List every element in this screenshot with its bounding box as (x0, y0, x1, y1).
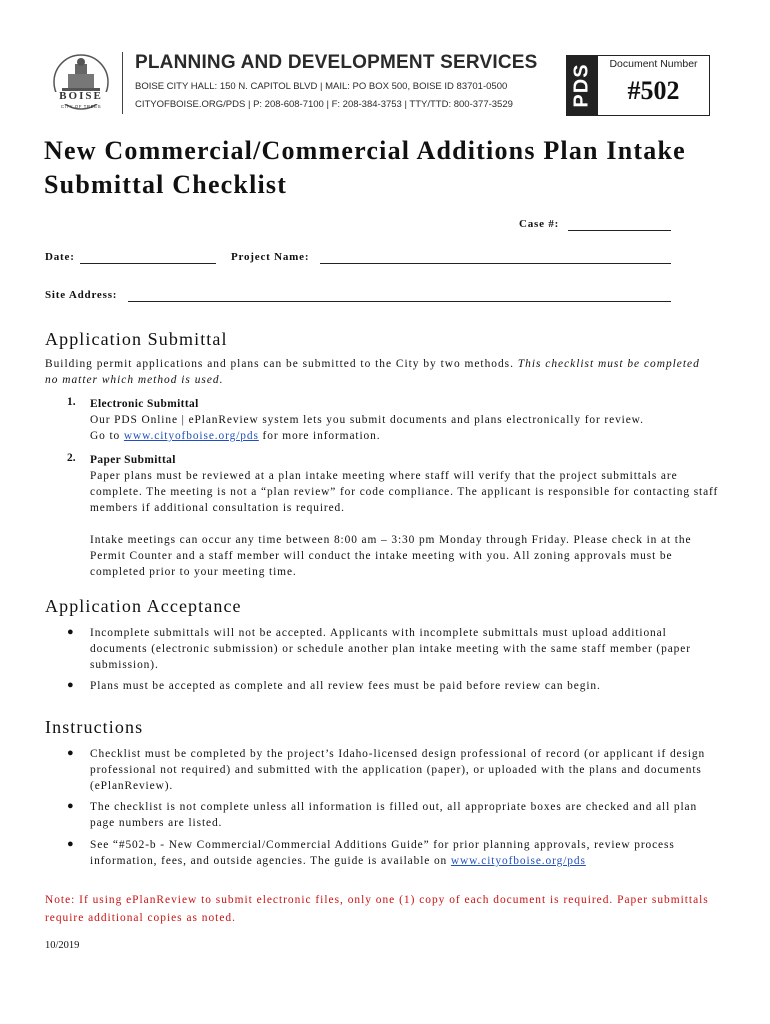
bullet-icon: ● (67, 747, 74, 759)
page-title: New Commercial/Commercial Additions Plan Intake Submittal Checklist (44, 136, 686, 199)
site-address-field[interactable] (128, 301, 671, 302)
document-number-box (598, 55, 710, 116)
case-number-label: Case #: (519, 218, 560, 230)
note-text: Note: If using ePlanReview to submit electronic files, only one (1) copy of each document is required. Paper submittals require additional copies as noted. (45, 894, 709, 924)
project-name-label: Project Name: (231, 251, 310, 263)
section-heading-application-acceptance: Application Acceptance (45, 596, 242, 616)
org-address: BOISE CITY HALL: 150 N. CAPITOL BLVD | MAIL: PO BOX 500, BOISE ID 83701-0500 (135, 81, 508, 92)
document-number-label: Document Number (609, 58, 698, 70)
logo-text-tagline: CITY OF TREES (60, 104, 102, 109)
bullet-icon: ● (67, 838, 74, 850)
guide-link[interactable]: www.cityofboise.org/pds (450, 855, 586, 867)
pds-link[interactable]: www.cityofboise.org/pds (123, 430, 259, 442)
bullet-icon: ● (67, 800, 74, 812)
section-heading-instructions: Instructions (45, 717, 144, 737)
site-address-label: Site Address: (45, 289, 118, 301)
instruction-bullet-2: The checklist is not complete unless all information is filled out, all appropriate boxes are checked and all plan page numbers are listed. (90, 801, 698, 829)
acceptance-bullet-1: Incomplete submittals will not be accepted. Applicants with incomplete submittals must upload additional documents (electronic submission) or schedule another plan intake meeting with the same staff member (paper submission). (90, 627, 691, 671)
case-number-field[interactable] (568, 230, 671, 231)
pds-tab: PDS (566, 55, 598, 116)
logo-text-boise: BOISE (59, 90, 103, 102)
instruction-bullet-3: See “#502-b - New Commercial/Commercial Additions Guide” for prior planning approvals, review process information, fees, and outside agencies. The guide is available on www.cityofboise.org/pds (90, 839, 675, 867)
project-name-field[interactable] (320, 263, 671, 264)
submittal-intro: Building permit applications and plans can be submitted to the City by two methods. This checklist must be completed no matter which method is used. (45, 358, 700, 386)
bullet-icon: ● (67, 626, 74, 638)
org-name: PLANNING AND DEVELOPMENT SERVICES (135, 52, 538, 73)
date-field[interactable] (80, 263, 216, 264)
paper-submittal-item: Paper Submittal Paper plans must be reviewed at a plan intake meeting where staff will verify that the project submittals are complete. The meeting is not a “plan review” for code compliance. The applicant is responsible for contacting staff members if additional consultation is required. Intake meetings can occur any time between 8:00 am – 3:30 pm Monday through Friday. Please check in at the Permit Counter and a staff member will conduct the intake meeting with you. All zoning approvals must be completed prior to your meeting time. (90, 454, 719, 578)
boise-city-logo (48, 52, 114, 120)
instruction-bullet-1: Checklist must be completed by the project’s Idaho-licensed design professional of record (or applicant if design professional not required) and submitted with the application (paper), or uploaded with the plans and documents (ePlanReview). (90, 748, 706, 792)
date-label: Date: (45, 251, 75, 263)
list-number-1: 1. (67, 396, 76, 408)
section-heading-application-submittal: Application Submittal (45, 329, 228, 349)
revision-date: 10/2019 (45, 940, 80, 951)
electronic-submittal-item: Electronic Submittal Our PDS Online | ePlanReview system lets you submit documents and plans electronically for review. Go to www.cityofboise.org/pds for more information. (90, 398, 644, 442)
list-number-2: 2. (67, 452, 76, 464)
acceptance-bullet-2: Plans must be accepted as complete and all review fees must be paid before review can begin. (90, 680, 601, 692)
header-divider (122, 52, 123, 114)
bullet-icon: ● (67, 679, 74, 691)
document-number: #502 (627, 76, 680, 105)
org-contact: CITYOFBOISE.ORG/PDS | P: 208-608-7100 | F: 208-384-3753 | TTY/TTD: 800-377-3529 (135, 99, 513, 110)
